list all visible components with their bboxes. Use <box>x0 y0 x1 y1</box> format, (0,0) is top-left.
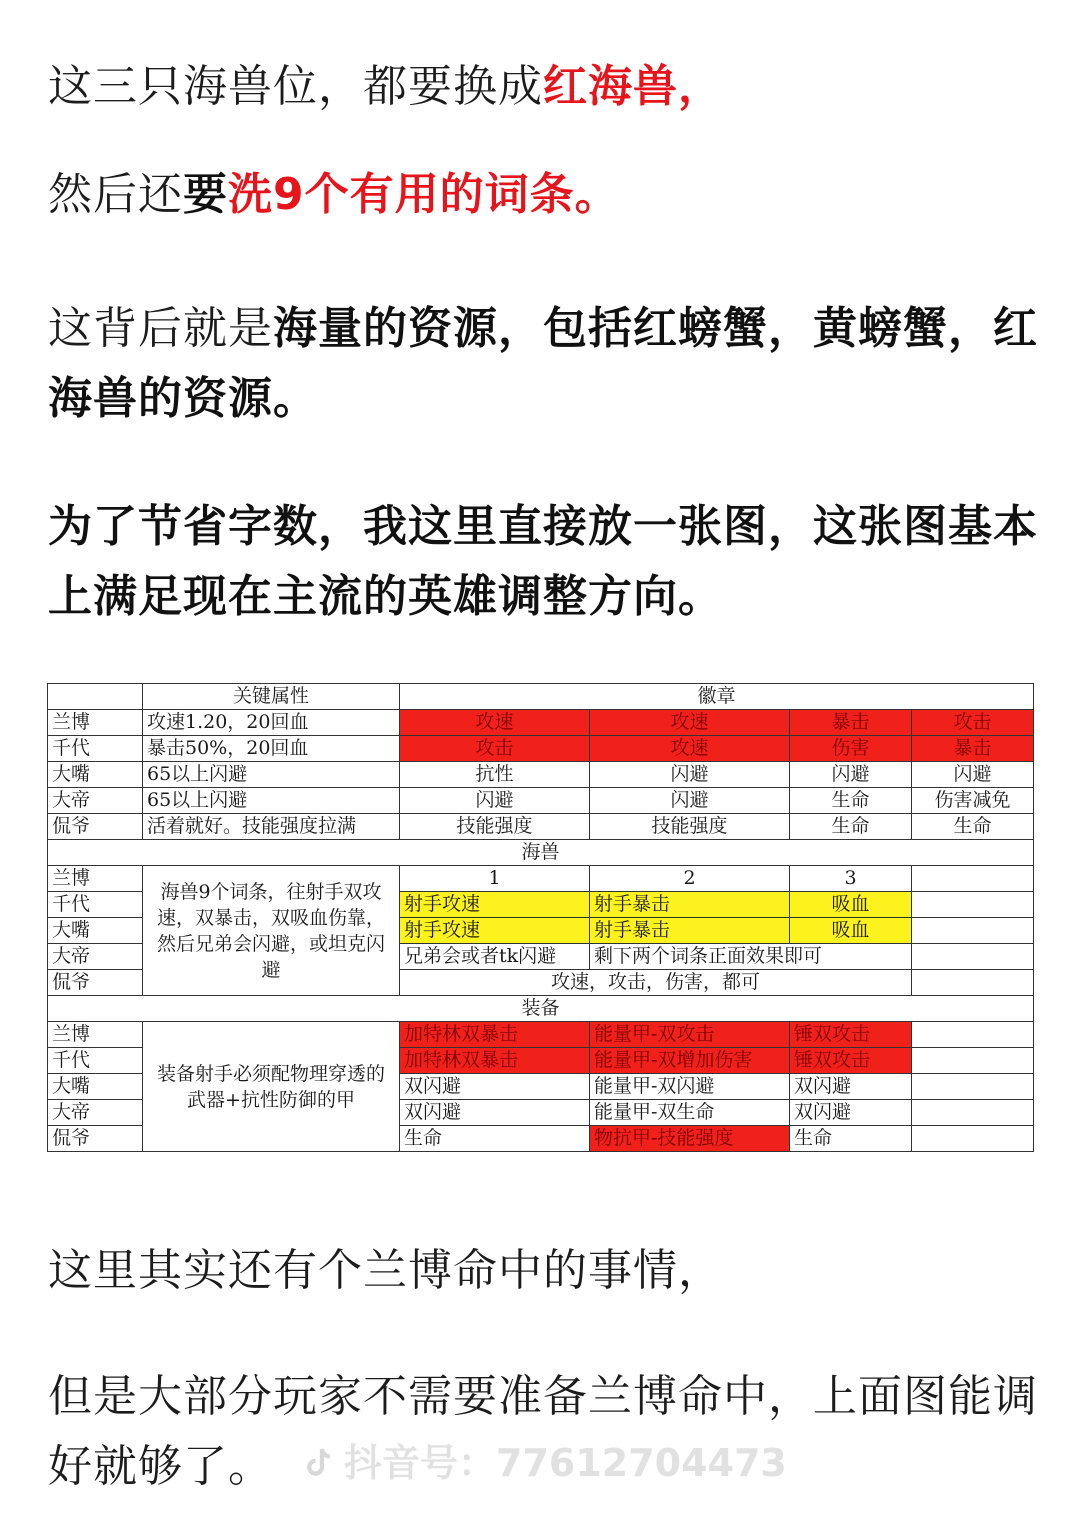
badge-cell: 暴击 <box>790 710 912 736</box>
hero-attr: 活着就好。技能强度拉满 <box>143 814 400 840</box>
table-row <box>48 762 1034 788</box>
badge-cell: 攻击 <box>912 710 1034 736</box>
badge-cell: 伤害 <box>790 736 912 762</box>
paragraph-4: 为了节省字数，我这里直接放一张图，这张图基本上满足现在主流的英雄调整方向。 <box>48 501 1038 622</box>
badge-cell: 抗性 <box>400 762 590 788</box>
equip-cell: 能量甲-双生命 <box>590 1100 790 1126</box>
hero-name: 兰博 <box>48 866 143 892</box>
badge-cell: 攻速 <box>400 710 590 736</box>
blank-cell <box>912 1100 1034 1126</box>
beast-note: 海兽9个词条，往射手双攻速，双暴击，双吸血伤靠，然后兄弟会闪避，或坦克闪避 <box>143 866 400 996</box>
table-row <box>48 814 1034 840</box>
blank-cell <box>912 892 1034 918</box>
hero-build-table <box>47 683 1034 1152</box>
paragraph-6: 但是大部分玩家不需要准备兰博命中，上面图能调好就够了。 <box>48 1371 1038 1492</box>
beast-cell: 射手暴击 <box>590 892 790 918</box>
beast-col-header: 3 <box>790 866 912 892</box>
badge-cell: 闪避 <box>912 762 1034 788</box>
section-row <box>48 996 1034 1022</box>
paragraph-2 <box>48 160 1048 230</box>
hero-name: 千代 <box>48 892 143 918</box>
equip-cell: 加特林双暴击 <box>400 1022 590 1048</box>
hero-attr: 暴击50%，20回血 <box>143 736 400 762</box>
equip-section-title: 装备 <box>48 996 1034 1022</box>
equip-cell: 锤双攻击 <box>790 1048 912 1074</box>
beast-section-title: 海兽 <box>48 840 1034 866</box>
blank-cell <box>912 1126 1034 1152</box>
beast-cell: 射手攻速 <box>400 918 590 944</box>
beast-col-header: 2 <box>590 866 790 892</box>
beast-cell: 射手攻速 <box>400 892 590 918</box>
equip-cell: 物抗甲-技能强度 <box>590 1126 790 1152</box>
blank-cell <box>912 970 1034 996</box>
table-row <box>48 1022 1034 1048</box>
badge-cell: 闪避 <box>590 762 790 788</box>
blank-cell <box>912 1022 1034 1048</box>
badge-header: 徽章 <box>400 684 1034 710</box>
blank-cell <box>912 1074 1034 1100</box>
hero-name: 千代 <box>48 736 143 762</box>
hero-name: 大帝 <box>48 1100 143 1126</box>
table-row <box>48 736 1034 762</box>
hero-attr: 65以上闪避 <box>143 788 400 814</box>
p3-text: 这背后就是 <box>48 303 273 354</box>
badge-cell: 攻速 <box>590 736 790 762</box>
douyin-logo-icon <box>300 1446 334 1480</box>
beast-cell: 吸血 <box>790 918 912 944</box>
equip-cell: 双闪避 <box>400 1100 590 1126</box>
paragraph-5: 这里其实还有个兰博命中的事情， <box>48 1245 723 1296</box>
badge-cell: 闪避 <box>590 788 790 814</box>
hero-name: 侃爷 <box>48 970 143 996</box>
beast-cell: 射手暴击 <box>590 918 790 944</box>
badge-cell: 攻击 <box>400 736 590 762</box>
hero-name: 大嘴 <box>48 762 143 788</box>
equip-cell: 锤双攻击 <box>790 1022 912 1048</box>
equip-cell: 能量甲-双闪避 <box>590 1074 790 1100</box>
blank-cell <box>912 944 1034 970</box>
equip-cell: 加特林双暴击 <box>400 1048 590 1074</box>
hero-name: 大嘴 <box>48 1074 143 1100</box>
equip-cell: 双闪避 <box>400 1074 590 1100</box>
beast-cell: 吸血 <box>790 892 912 918</box>
p2-highlight: 洗9个有用的词条。 <box>228 169 620 220</box>
hero-name: 大嘴 <box>48 918 143 944</box>
blank-cell <box>912 1048 1034 1074</box>
hero-attr: 65以上闪避 <box>143 762 400 788</box>
paragraph-3 <box>48 294 1048 434</box>
badge-cell: 伤害减免 <box>912 788 1034 814</box>
badge-cell: 闪避 <box>400 788 590 814</box>
equip-cell: 双闪避 <box>790 1074 912 1100</box>
paragraph-1 <box>48 52 1048 122</box>
hero-name: 大帝 <box>48 944 143 970</box>
beast-cell: 兄弟会或者tk闪避 <box>400 944 590 970</box>
p2-text: 然后还 <box>48 169 183 220</box>
table-row <box>48 710 1034 736</box>
badge-cell: 生命 <box>790 788 912 814</box>
beast-col-header: 1 <box>400 866 590 892</box>
equip-cell: 生命 <box>790 1126 912 1152</box>
blank-cell <box>48 684 143 710</box>
equip-cell: 能量甲-双攻击 <box>590 1022 790 1048</box>
section-row <box>48 840 1034 866</box>
douyin-watermark <box>300 1432 787 1487</box>
p2-bold: 要 <box>183 169 228 220</box>
badge-cell: 技能强度 <box>400 814 590 840</box>
key-attr-header: 关键属性 <box>143 684 400 710</box>
equip-cell: 生命 <box>400 1126 590 1152</box>
beast-cell: 攻速，攻击，伤害，都可 <box>400 970 912 996</box>
hero-name: 千代 <box>48 1048 143 1074</box>
badge-cell: 攻速 <box>590 710 790 736</box>
badge-cell: 生命 <box>790 814 912 840</box>
p3-bold: 海量的资源，包括红螃蟹，黄螃蟹，红海兽的资源。 <box>48 303 1038 424</box>
table-row <box>48 788 1034 814</box>
table-row <box>48 866 1034 892</box>
hero-attr: 攻速1.20，20回血 <box>143 710 400 736</box>
p1-highlight: 红海兽， <box>543 61 723 112</box>
hero-name: 大帝 <box>48 788 143 814</box>
beast-cell: 剩下两个词条正面效果即可 <box>590 944 912 970</box>
equip-cell: 双闪避 <box>790 1100 912 1126</box>
hero-name: 兰博 <box>48 710 143 736</box>
badge-cell: 生命 <box>912 814 1034 840</box>
blank-cell <box>912 918 1034 944</box>
blank-cell <box>912 866 1034 892</box>
badge-cell: 闪避 <box>790 762 912 788</box>
hero-name: 侃爷 <box>48 1126 143 1152</box>
hero-name: 侃爷 <box>48 814 143 840</box>
p1-text: 这三只海兽位，都要换成 <box>48 61 543 112</box>
equip-cell: 能量甲-双增加伤害 <box>590 1048 790 1074</box>
badge-cell: 暴击 <box>912 736 1034 762</box>
watermark-text: 抖音号：77612704473 <box>344 1441 787 1485</box>
badge-cell: 技能强度 <box>590 814 790 840</box>
equip-note: 装备射手必须配物理穿透的武器+抗性防御的甲 <box>143 1022 400 1152</box>
hero-name: 兰博 <box>48 1022 143 1048</box>
table-header-row <box>48 684 1034 710</box>
